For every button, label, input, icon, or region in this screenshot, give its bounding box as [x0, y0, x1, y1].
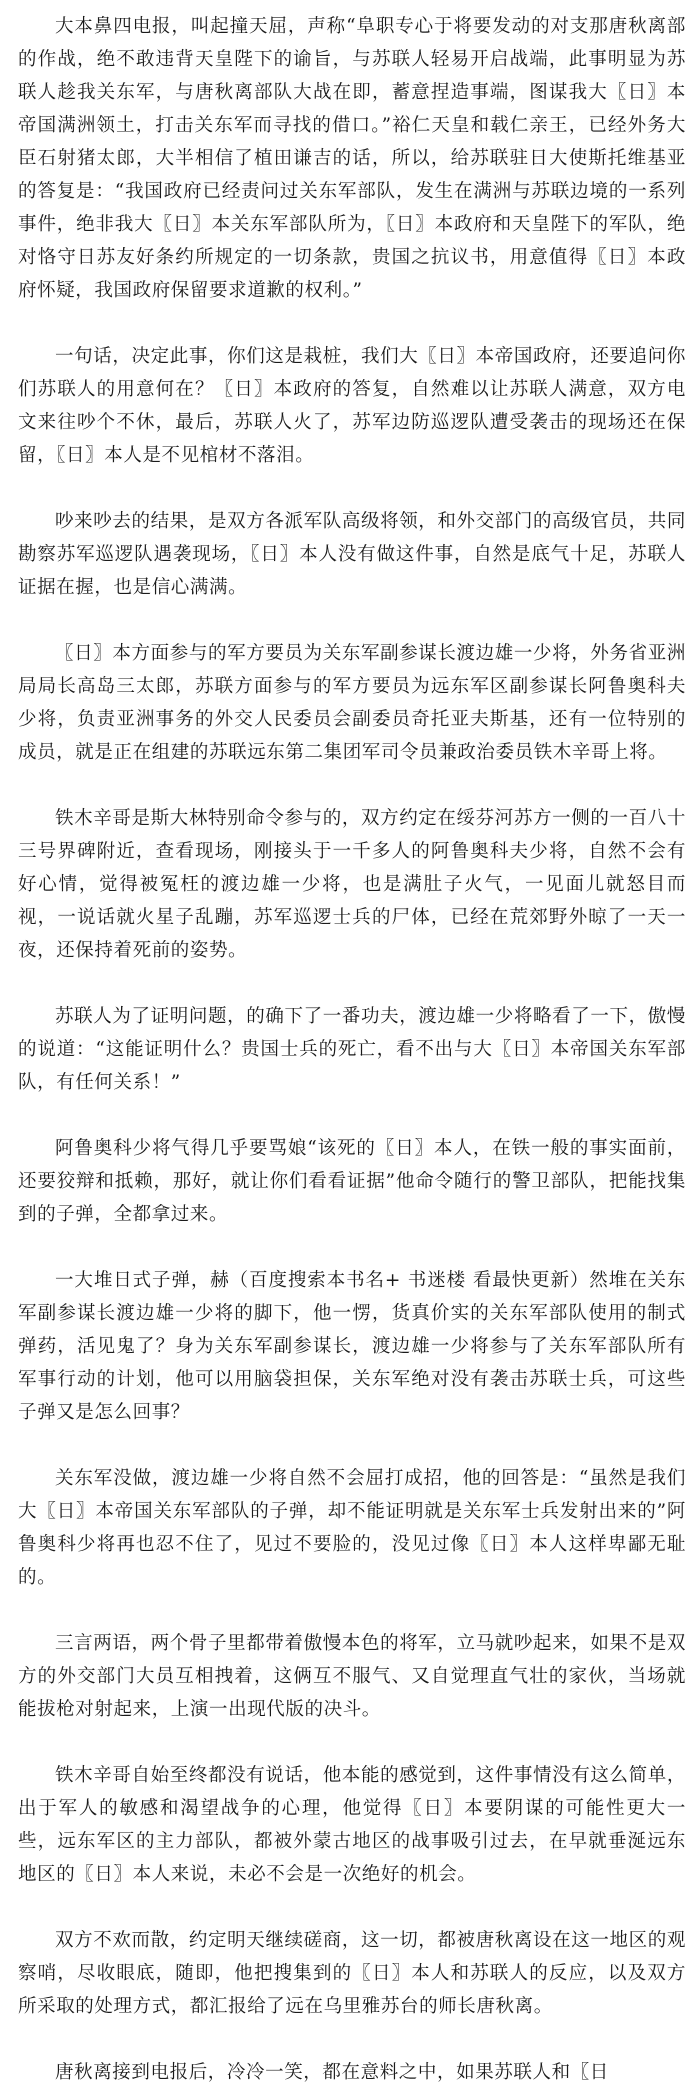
- paragraph: 三言两语，两个骨子里都带着傲慢本色的将军，立马就吵起来，如果不是双方的外交部门大员互相拽着，这俩互不服气、又自觉理直气壮的家伙，当场就能拔枪对射起来，上演一出现代版的决斗。: [18, 1633, 686, 1720]
- paragraph: 大本鼻四电报，叫起撞天屈，声称“阜职专心于将要发动的对支那唐秋离部的作战，绝不敢违背天皇陛下的谕旨，与苏联人轻易开启战端，此事明显为苏联人趁我关东军，与唐秋离部队大战在即，蓄意捏造事端，图谋我大〖日〗本帝国满洲领土，打击关东军而寻找的借口。”裕仁天皇和载仁亲王，已经外务大臣石射猪太郎，大半相信了植田谦吉的话，所以，给苏联驻日大使斯托维基亚的答复是：“我国政府已经责问过关东军部队，发生在满洲与苏联边境的一系列事件，绝非我大〖日〗本关东军部队所为，〖日〗本政府和天皇陛下的军队，绝对恪守日苏友好条约所规定的一切条款，贵国之抗议书，用意值得〖日〗本政府怀疑，我国政府保留要求道歉的权利。”: [18, 16, 686, 301]
- paragraph: 阿鲁奥科少将气得几乎要骂娘“该死的〖日〗本人，在铁一般的事实面前，还要狡辩和抵赖，那好，就让你们看看证据”他命令随行的警卫部队，把能找集到的子弹，全都拿过来。: [18, 1138, 686, 1225]
- paragraph: 〖日〗本方面参与的军方要员为关东军副参谋长渡边雄一少将，外务省亚洲局局长高岛三太郎，苏联方面参与的军方要员为远东军区副参谋长阿鲁奥科夫少将，负责亚洲事务的外交人民委员会副委员奇托亚夫斯基，还有一位特别的成员，就是正在组建的苏联远东第二集团军司令员兼政治委员铁木辛哥上将。: [18, 643, 686, 763]
- paragraph: 双方不欢而散，约定明天继续磋商，这一切，都被唐秋离设在这一地区的观察哨，尽收眼底，随即，他把搜集到的〖日〗本人和苏联人的反应，以及双方所采取的处理方式，都汇报给了远在乌里雅苏台的师长唐秋离。: [18, 1930, 686, 2017]
- paragraph: 苏联人为了证明问题，的确下了一番功夫，渡边雄一少将略看了一下，傲慢的说道：“这能证明什么？贵国士兵的死亡，看不出与大〖日〗本帝国关东军部队，有任何关系！”: [18, 1006, 686, 1093]
- paragraph: 吵来吵去的结果，是双方各派军队高级将领，和外交部门的高级官员，共同勘察苏军巡逻队遇袭现场，〖日〗本人没有做这件事，自然是底气十足，苏联人证据在握，也是信心满满。: [18, 511, 686, 598]
- paragraph: 铁木辛哥自始至终都没有说话，他本能的感觉到，这件事情没有这么简单，出于军人的敏感和渴望战争的心理，他觉得〖日〗本要阴谋的可能性更大一些，远东军区的主力部队，都被外蒙古地区的战事吸引过去，在早就垂涎远东地区的〖日〗本人来说，未必不会是一次绝好的机会。: [18, 1765, 686, 1885]
- paragraph: 铁木辛哥是斯大林特别命令参与的，双方约定在绥芬河苏方一侧的一百八十三号界碑附近，查看现场，刚接头于一千多人的阿鲁奥科夫少将，自然不会有好心情，觉得被冤枉的渡边雄一少将，也是满肚子火气，一见面儿就怒目而视，一说话就火星子乱蹦，苏军巡逻士兵的尸体，已经在荒郊野外晾了一天一夜，还保持着死前的姿势。: [18, 808, 686, 961]
- paragraph: 唐秋离接到电报后，冷冷一笑，都在意料之中，如果苏联人和〖日: [55, 2062, 609, 2083]
- paragraph: 关东军没做，渡边雄一少将自然不会屈打成招，他的回答是：“虽然是我们大〖日〗本帝国关东军部队的子弹，却不能证明就是关东军士兵发射出来的”阿鲁奥科少将再也忍不住了，见过不要脸的，没见过像〖日〗本人这样卑鄙无耻的。: [18, 1468, 686, 1588]
- paragraph: 一句话，决定此事，你们这是栽桩，我们大〖日〗本帝国政府，还要追问你们苏联人的用意何在？〖日〗本政府的答复，自然难以让苏联人满意，双方电文来往吵个不休，最后，苏联人火了，苏军边防巡逻队遭受袭击的现场还在保留，〖日〗本人是不见棺材不落泪。: [18, 346, 686, 466]
- paragraph: 一大堆日式子弹，赫（百度搜索本书名+ 书迷楼 看最快更新）然堆在关东军副参谋长渡边雄一少将的脚下，他一愣，货真价实的关东军部队使用的制式弹药，活见鬼了？身为关东军副参谋长，渡边雄一少将参与了关东军部队所有军事行动的计划，他可以用脑袋担保，关东军绝对没有袭击苏联士兵，可这些子弹又是怎么回事？: [18, 1270, 686, 1423]
